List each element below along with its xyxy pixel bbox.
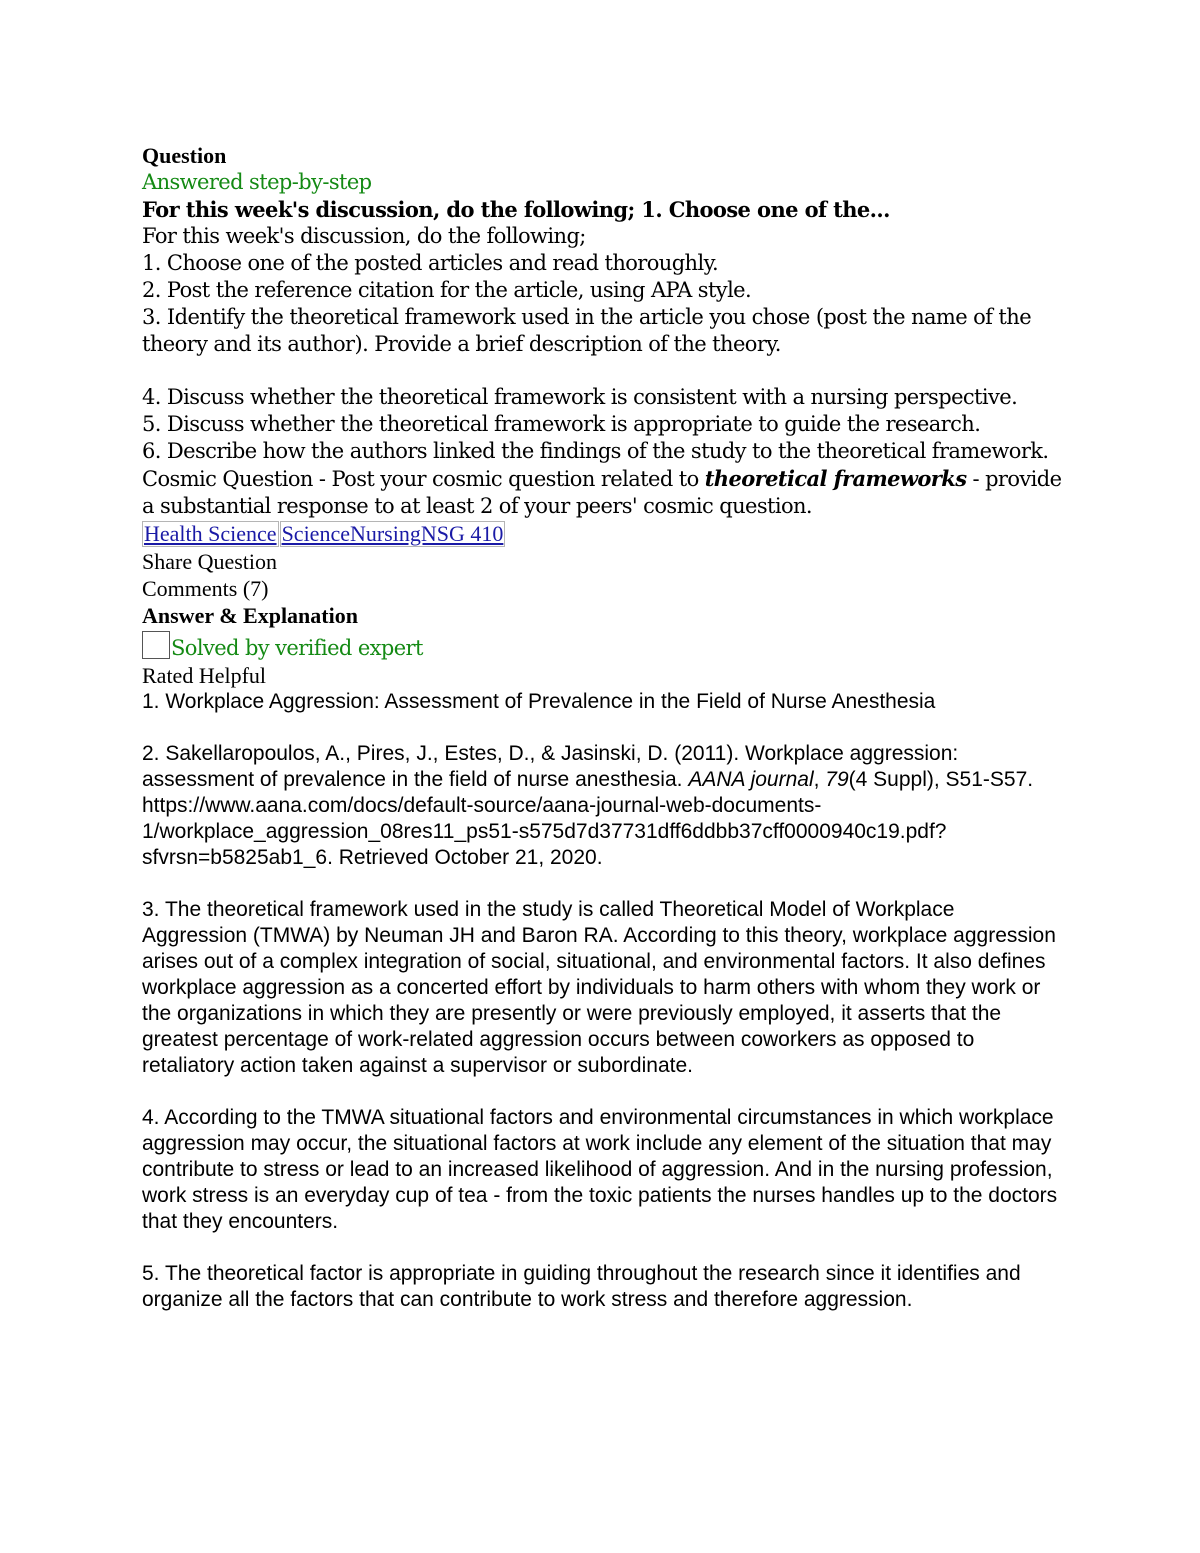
question-intro: For this week's discussion, do the following; (142, 224, 586, 248)
share-question-link[interactable]: Share Question (142, 549, 278, 574)
answer-paragraph-5: 5. The theoretical factor is appropriate in guiding throughout the research since it identifies and organize all the factors that can contribute to work stress and therefore aggression. (142, 1262, 1021, 1311)
subject-tags (142, 521, 1062, 547)
spacer (142, 1235, 1062, 1261)
question-item: 2. Post the reference citation for the article, using APA style. (142, 278, 752, 302)
comments-link[interactable]: Comments (7) (142, 576, 269, 601)
question-item: 3. Identify the theoretical framework used in the article you chose (post the name of the theory and its author). Provide a brief description of the theory. (142, 305, 1032, 356)
solved-badge (142, 629, 1062, 662)
question-heading: Question (142, 143, 227, 168)
spacer (142, 358, 1062, 384)
spacer (142, 871, 1062, 897)
citation-volume: 79 (825, 768, 849, 791)
answer-paragraph-4: 4. According to the TMWA situational factors and environmental circumstances in which workplace aggression may occur, the situational factors at work include any element of the situation that may contribute to stress or lead to an increased likelihood of aggression. And in the nursing profession, work stress is an everyday cup of tea - from the toxic patients the nurses handles up to the doctors that they encounters. (142, 1106, 1058, 1233)
answer-paragraph-2 (142, 741, 1062, 871)
verified-checkbox-icon (142, 631, 170, 659)
spacer (142, 715, 1062, 741)
cosmic-text-post: - provide a substantial response to at least 2 of your peers' cosmic question. (142, 467, 1062, 518)
question-summary: For this week's discussion, do the following; 1. Choose one of the... (142, 197, 890, 222)
citation-sep: , (813, 768, 826, 791)
question-item: 6. Describe how the authors linked the findings of the study to the theoretical framework. (142, 439, 1049, 463)
question-item: 1. Choose one of the posted articles and read thoroughly. (142, 251, 719, 275)
cosmic-emphasis: theoretical frameworks (704, 466, 967, 491)
question-item: 5. Discuss whether the theoretical framework is appropriate to guide the research. (142, 412, 981, 436)
cosmic-text-pre: Cosmic Question - Post your cosmic question related to (142, 467, 705, 491)
tag-science-nursing[interactable]: ScienceNursingNSG 410 (281, 521, 504, 546)
citation-journal: AANA journal (688, 768, 814, 791)
answer-heading: Answer & Explanation (142, 603, 358, 628)
cosmic-question (142, 465, 1062, 520)
document-page (142, 142, 1062, 1313)
rated-helpful: Rated Helpful (142, 663, 267, 688)
answered-status: Answered step-by-step (142, 170, 372, 194)
tag-health-science[interactable]: Health Science (144, 521, 277, 546)
citation-text: 2. Sakellaropoulos, A., Pires, J., Estes, D., & Jasinski, D. (2011). Workplace aggression: assessment of prevalence in the field of nurse anesthesia. (142, 742, 959, 791)
citation-rest: (4 Suppl), S51-S57. https://www.aana.com/docs/default-source/aana-journal-web-documents-1/workplace_aggression_08res11_ps51-s575d7d37731dff6ddbb37cff0000940c19.pdf?sfvrsn=b5825ab1_6. Retrieved October 21, 2020. (142, 768, 1034, 869)
answer-paragraph-3: 3. The theoretical framework used in the study is called Theoretical Model of Workplace Aggression (TMWA) by Neuman JH and Baron RA. According to this theory, workplace aggression arises out of a complex integration of social, situational, and environmental factors. It also defines workplace aggression as a concerted effort by individuals to harm others with whom they work or the organizations in which they are presently or were previously employed, it asserts that the greatest percentage of work-related aggression occurs between coworkers as opposed to retaliatory action taken against a supervisor or subordinate. (142, 898, 1056, 1077)
question-item: 4. Discuss whether the theoretical framework is consistent with a nursing perspective. (142, 385, 1018, 409)
answer-paragraph-1: 1. Workplace Aggression: Assessment of Prevalence in the Field of Nurse Anesthesia (142, 690, 936, 713)
solved-label: Solved by verified expert (171, 636, 423, 660)
spacer (142, 1079, 1062, 1105)
